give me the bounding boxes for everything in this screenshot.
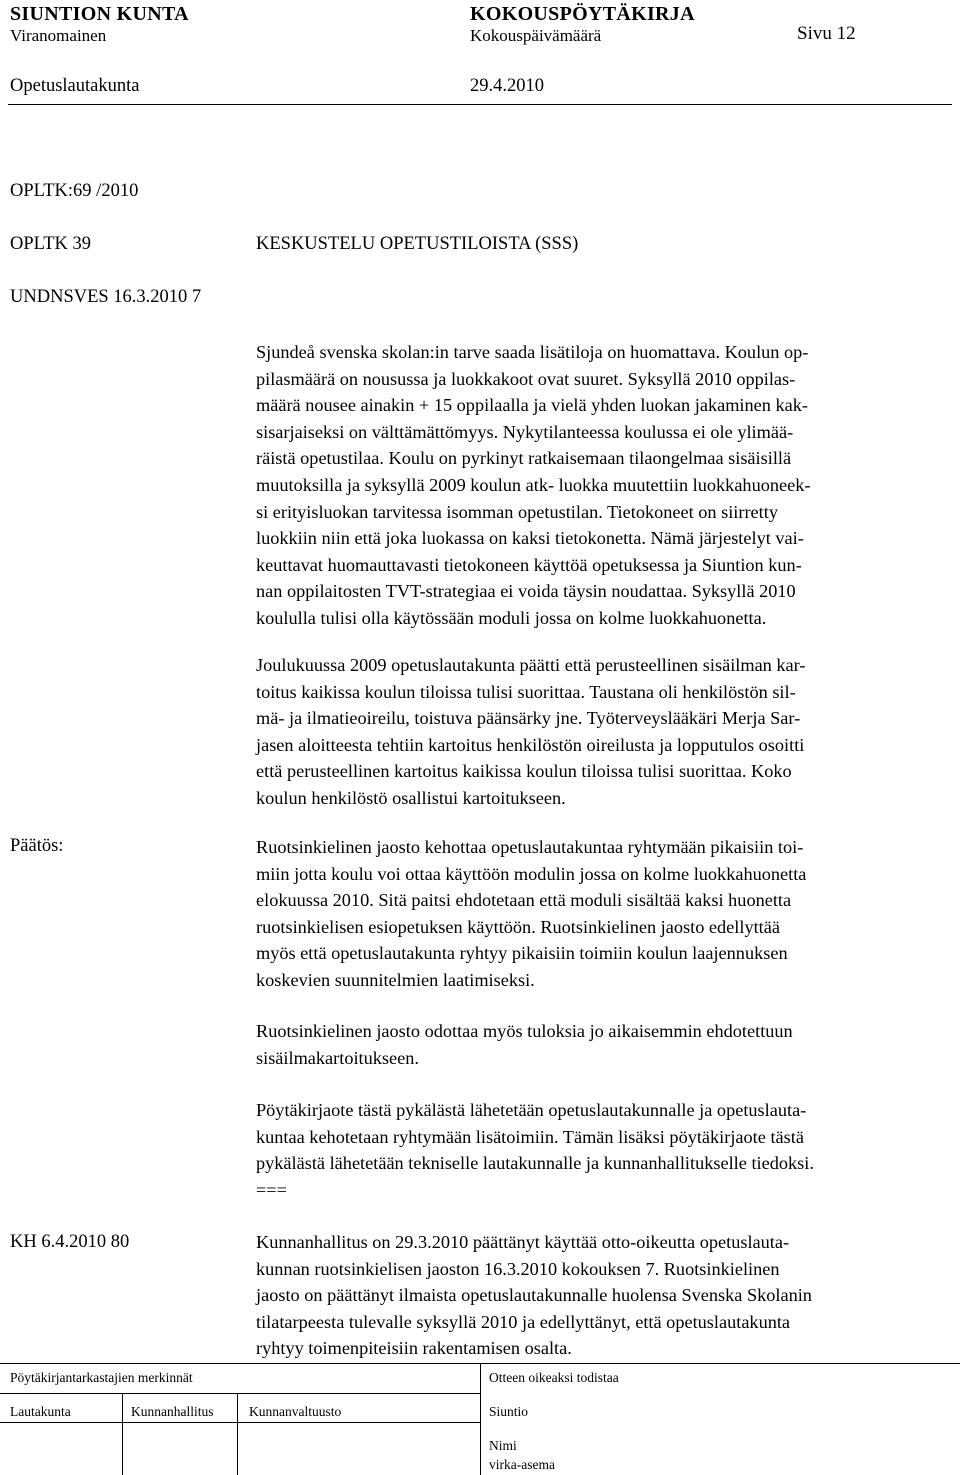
footer-column-border — [0, 1422, 480, 1423]
paragraph-6: Kunnanhallitus on 29.3.2010 päättänyt käyttää otto-oikeutta opetuslauta- kunnan ruotsinkielisen jaoston 16.3.2010 kokouksen 7. Ruotsinkielinen jaosto on päättänyt ilmaista opetuslautakunnalle huolensa Svenska Skolanin tilatarpeesta tulevalle syksyllä 2010 ja edellyttänyt, että opetuslautakunta ryhtyy toimenpiteisiin rakentamisen osalta. — [256, 1232, 812, 1359]
authority-label: Viranomainen — [10, 26, 107, 45]
org-name: SIUNTION KUNTA — [10, 3, 189, 25]
paragraph-1: Sjundeå svenska skolan:in tarve saada lisätiloja on huomattava. Koulun op- pilasmäärä on nousussa ja luokkakoot ovat suuret. Syksyllä 2010 oppilas- määrä nousee ainakin + 15 oppilaalla ja vielä yhden luokan jakaminen kak- sisarjaiseksi on välttämättömyys. Nykytilanteessa koulussa ei ole ylimää- räistä opetustilaa. Koulu on pyrkinyt ratkaisemaan tilaongelmaa sisäisillä muutoksilla ja syksyllä 2009 koulun atk- luokka muutettiin luokkahuoneek- si erityisluokan tarvitessa isomman opetustilan. Tietokoneet on siirretty luokkiin niin että joka luokassa on kaksi tietokonetta. Nämä järjestelyt vai- keuttavat huomauttavasti tietokoneen käyttöä opetuksessa ja Siuntion kun- nan oppilaitosten TVT-strategiaa ei voida täysin noudattaa. Syksyllä 2010 koululla tulisi olla käytössään moduli jossa on kolme luokkahuonetta. — [256, 342, 811, 628]
footer-col-divider-2 — [237, 1393, 238, 1475]
inspectors-label: Pöytäkirjantarkastajien merkinnät — [10, 1370, 193, 1385]
date-label: Kokouspäivämäärä — [470, 26, 602, 45]
footer-name-label: Nimi — [489, 1438, 517, 1453]
footer-inner-border-left — [0, 1393, 480, 1394]
footer-place: Siuntio — [489, 1404, 529, 1419]
footer-col-kunnanhallitus: Kunnanhallitus — [131, 1404, 214, 1419]
certified-label: Otteen oikeaksi todistaa — [489, 1370, 619, 1385]
header-divider — [8, 104, 952, 105]
paragraph-2: Joulukuussa 2009 opetuslautakunta päätti että perusteellinen sisäilman kar- toitus kaikissa koulun tiloissa tulisi suorittaa. Taustana oli henkilöstön sil- mä- ja ilmatieoireilu, toistuva päänsärky jne. Työterveyslääkäri Merja Sar- jasen aloitteesta tehtiin kartoitus henkilöstön oireilusta ja lopputulos osoitti että perusteellinen kartoitus kaikissa koulun tiloissa tulisi suorittaa. Koko koulun henkilöstö osallistui kartoitukseen. — [256, 655, 806, 808]
document-type: KOKOUSPÖYTÄKIRJA — [470, 3, 695, 25]
footer-col-lautakunta: Lautakunta — [10, 1404, 71, 1419]
footer-center-divider — [480, 1363, 481, 1475]
section-title: KESKUSTELU OPETUSTILOISTA (SSS) — [256, 234, 579, 254]
footer-title-label: virka-asema — [489, 1457, 555, 1472]
decision-paragraph: Ruotsinkielinen jaosto kehottaa opetuslautakuntaa ryhtymään pikaisiin toi- miin jotta koulu voi ottaa käyttöön modulin jossa on kolme luokkahuonetta elokuussa 2010. Sitä paitsi ehdotetaan että moduli sisältää kaksi huonetta ruotsinkielisen esiopetuksen käyttöön. Ruotsinkielinen jaosto edellyttää myös että opetuslautakunta ryhtyy pikaisiin toimiin koulun laajennuksen koskevien suunnitelmien laatimiseksi. — [256, 837, 807, 990]
reference-3: UNDNSVES 16.3.2010 7 — [10, 287, 202, 307]
kh-reference: KH 6.4.2010 80 — [10, 1232, 130, 1252]
meeting-date: 29.4.2010 — [470, 76, 544, 96]
authority-name: Opetuslautakunta — [10, 76, 140, 96]
footer-col-divider-1 — [122, 1393, 123, 1475]
paragraph-4: Ruotsinkielinen jaosto odottaa myös tuloksia jo aikaisemmin ehdotettuun sisäilmakartoitukseen. — [256, 1021, 793, 1068]
reference-2: OPLTK 39 — [10, 234, 92, 254]
page-number: Sivu 12 — [797, 23, 856, 44]
reference-1: OPLTK:69 /2010 — [10, 181, 139, 201]
paragraph-5: Pöytäkirjaote tästä pykälästä lähetetään opetuslautakunnalle ja opetuslauta- kuntaa kehotetaan ryhtymään lisätoimiin. Tämän lisäksi pöytäkirjaote tästä pykälästä lähetetään tekniselle lautakunnalle ja kunnanhallitukselle tiedoksi. === — [256, 1100, 814, 1200]
decision-label: Päätös: — [10, 836, 64, 856]
footer-col-kunnanvaltuusto: Kunnanvaltuusto — [249, 1404, 342, 1419]
